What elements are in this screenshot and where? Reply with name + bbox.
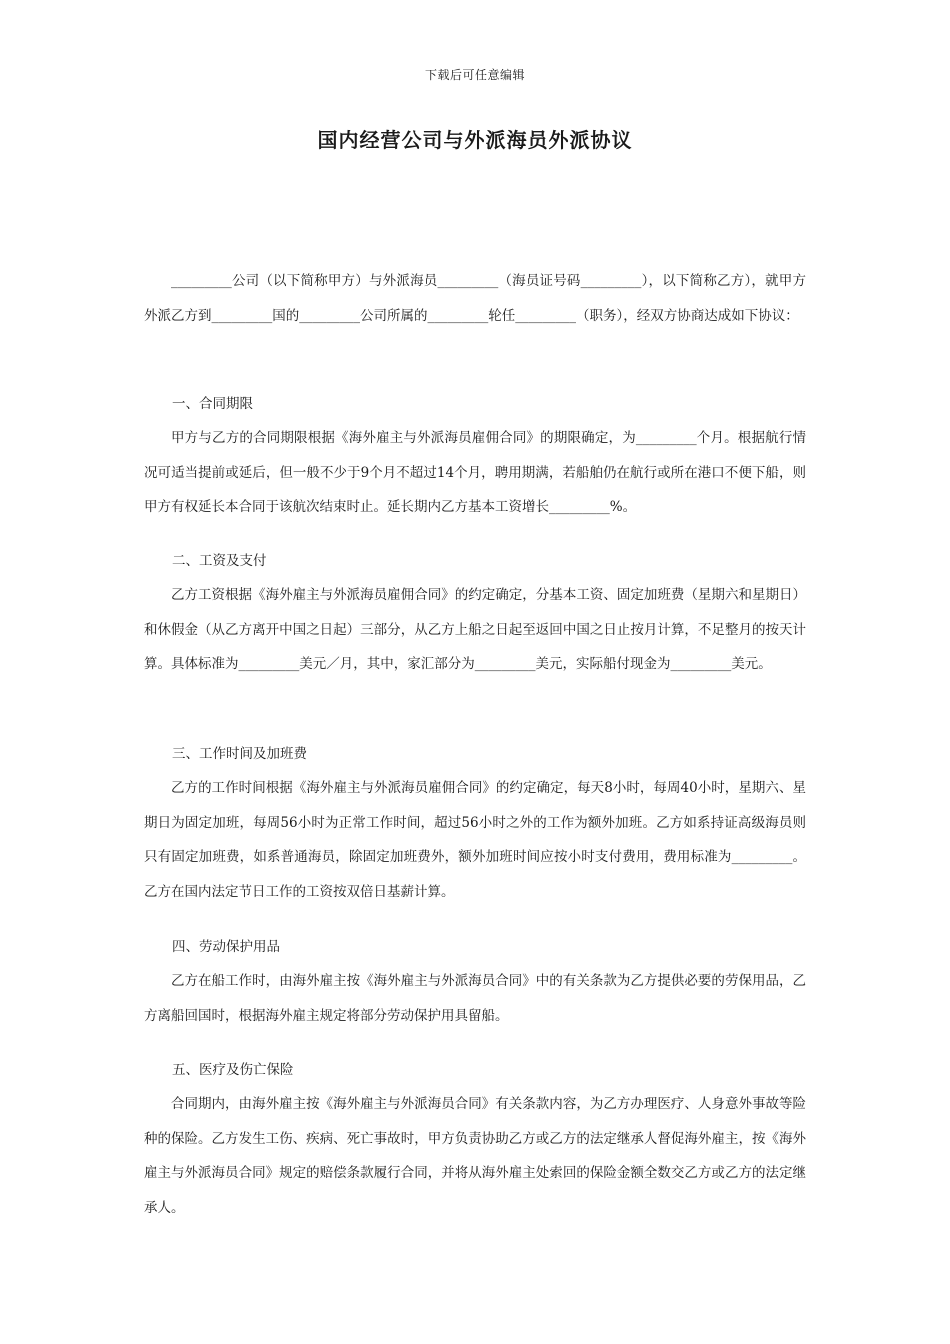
section-heading: 五、医疗及伤亡保险: [172, 1062, 294, 1078]
section-heading: 四、劳动保护用品: [172, 939, 280, 955]
section-5-body-block: [144, 1087, 806, 1225]
section-4-heading-block: [144, 930, 806, 965]
section-heading: 一、合同期限: [172, 396, 253, 412]
section-body: 甲方与乙方的合同期限根据《海外雇主与外派海员雇佣合同》的期限确定，为_________个月。根据航行情况可适当提前或延后，但一般不少于9个月不超过14个月，聘用期满，若船舶仍在航行或所在港口不便下船，则甲方有权延长本合同于该航次结束时止。延长期内乙方基本工资增长_________%。: [144, 430, 806, 515]
section-3-body-block: [144, 771, 806, 909]
section-3-heading-block: [144, 737, 806, 772]
section-body: 乙方工资根据《海外雇主与外派海员雇佣合同》的约定确定，分基本工资、固定加班费（星期六和星期日）和休假金（从乙方离开中国之日起）三部分，从乙方上船之日起至返回中国之日止按月计算，不足整月的按天计算。具体标准为_________美元／月，其中，家汇部分为_________美元，实际船付现金为_________美元。: [144, 587, 806, 672]
section-2-heading-block: [144, 544, 806, 579]
section-5-heading-block: [144, 1053, 806, 1088]
section-body: 乙方的工作时间根据《海外雇主与外派海员雇佣合同》的约定确定，每天8小时，每周40小时，星期六、星期日为固定加班，每周56小时为正常工作时间，超过56小时之外的工作为额外加班。乙方如系持证高级海员则只有固定加班费，如系普通海员，除固定加班费外，额外加班时间应按小时支付费用，费用标准为_________。乙方在国内法定节日工作的工资按双倍日基薪计算。: [144, 780, 806, 900]
intro-text: _________公司（以下简称甲方）与外派海员_________（海员证号码_________），以下简称乙方），就甲方外派乙方到_________国的_________公司所属的_________轮任_________（职务），经双方协商达成如下协议：: [144, 273, 806, 324]
section-4-body-block: [144, 964, 806, 1033]
document-title: 国内经营公司与外派海员外派协议: [317, 128, 633, 152]
section-body: 合同期内，由海外雇主按《海外雇主与外派海员合同》有关条款内容，为乙方办理医疗、人身意外事故等险种的保险。乙方发生工伤、疾病、死亡事故时，甲方负责协助乙方或乙方的法定继承人督促海外雇主，按《海外雇主与外派海员合同》规定的赔偿条款履行合同，并将从海外雇主处索回的保险金额全数交乙方或乙方的法定继承人。: [144, 1096, 806, 1216]
section-heading: 二、工资及支付: [172, 553, 267, 569]
section-2-body-block: [144, 578, 806, 682]
intro-paragraph: [144, 264, 806, 333]
section-heading: 三、工作时间及加班费: [172, 746, 307, 762]
section-1-heading-block: [144, 387, 806, 422]
section-1-body-block: [144, 421, 806, 525]
header-note: 下载后可任意编辑: [424, 68, 525, 82]
section-body: 乙方在船工作时，由海外雇主按《海外雇主与外派海员合同》中的有关条款为乙方提供必要的劳保用品，乙方离船回国时，根据海外雇主规定将部分劳动保护用具留船。: [144, 973, 806, 1024]
